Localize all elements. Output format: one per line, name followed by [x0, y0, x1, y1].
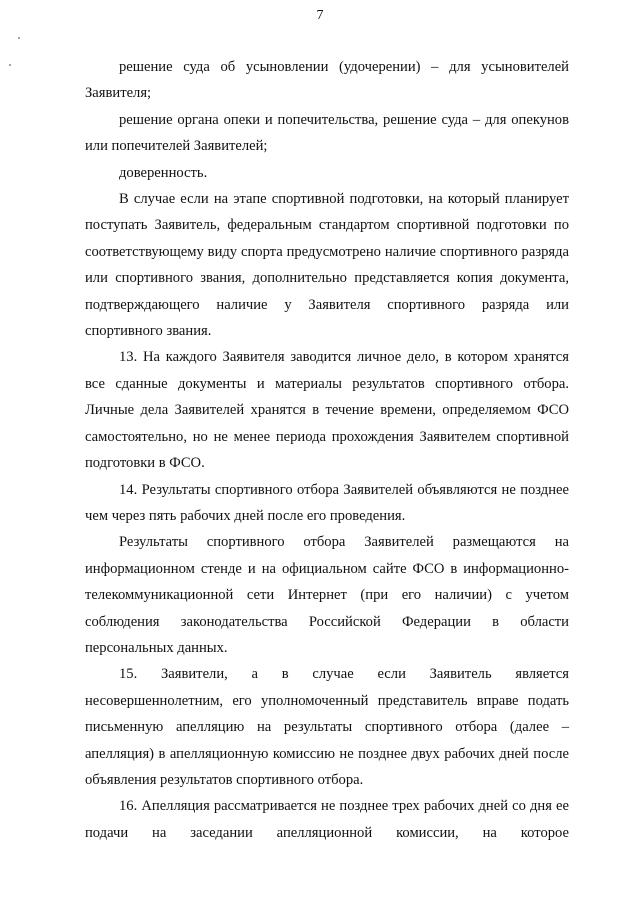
paragraph-results-publication: Результаты спортивного отбора Заявителей размещаются на информационном стенде и на официальном сайте ФСО в информационно-телекоммуникационной сети Интернет (при его наличии) с учетом соблюдения законодательства Российской Федерации в области персональных данных.: [85, 534, 569, 656]
page-number: 7: [316, 8, 324, 23]
document-body: [85, 54, 569, 846]
paragraph-guardianship-decision: решение органа опеки и попечительства, решение суда – для опекунов или попечителей Заявителей;: [85, 111, 569, 155]
scan-speck: [9, 64, 11, 66]
paragraph-item-14: 14. Результаты спортивного отбора Заявителей объявляются не позднее чем через пять рабочих дней после его проведения.: [85, 481, 569, 524]
paragraph-item-15: 15. Заявители, а в случае если Заявитель является несовершеннолетним, его уполномоченный представитель вправе подать письменную апелляцию на результаты спортивного отбора (далее – апелляция) в апелляционную комиссию не позднее двух рабочих дней после объявления результатов спортивного отбора.: [85, 666, 569, 788]
scan-speck: [18, 37, 20, 39]
paragraph-sport-rank-copy: В случае если на этапе спортивной подготовки, на который планирует поступать Заявитель, федеральным стандартом спортивной подготовки по соответствующему виду спорта предусмотрено наличие спортивного разряда или спортивного звания, дополнительно представляется копия документа, подтверждающего наличие у Заявителя спортивного разряда или спортивного звания.: [85, 191, 569, 340]
paragraph-item-13: 13. На каждого Заявителя заводится личное дело, в котором хранятся все сданные документы и материалы результатов спортивного отбора. Личные дела Заявителей хранятся в течение времени, определяемом ФСО самостоятельно, но не менее периода прохождения Заявителем спортивной подготовки в ФСО.: [85, 349, 569, 472]
paragraph-item-16: 16. Апелляция рассматривается не позднее трех рабочих дней со дня ее подачи на заседании апелляционной комиссии, на которое: [85, 798, 569, 841]
paragraph-adoption-decision: решение суда об усыновлении (удочерении) – для усыновителей Заявителя;: [85, 59, 569, 102]
paragraph-power-of-attorney: доверенность.: [119, 164, 208, 181]
